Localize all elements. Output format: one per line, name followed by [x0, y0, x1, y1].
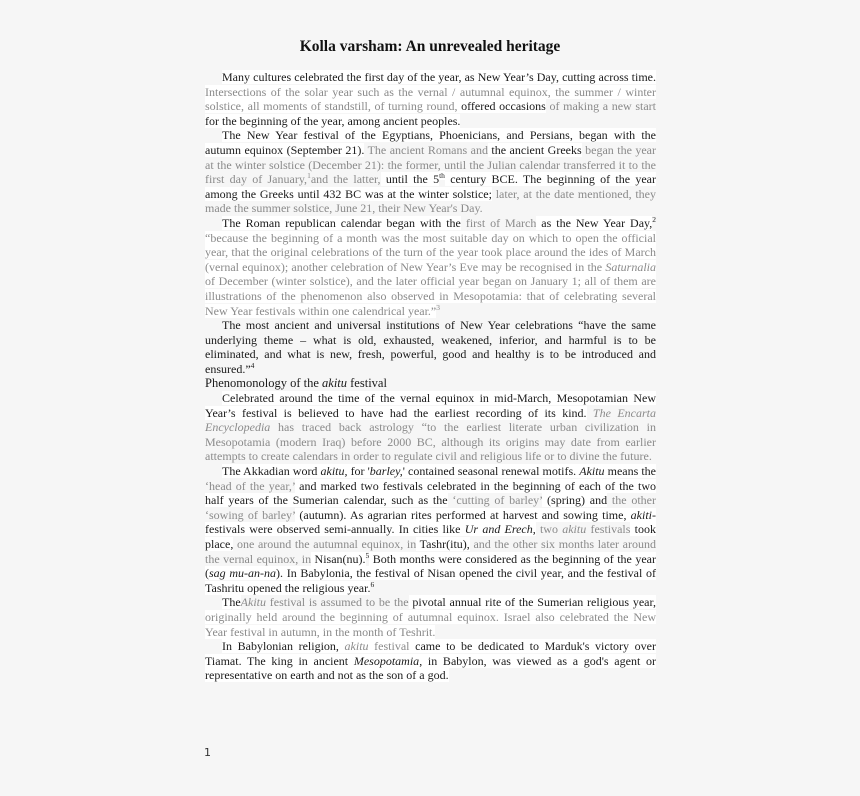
- text-run-italic: akitu: [562, 522, 587, 537]
- text-run: The: [222, 595, 241, 610]
- text-run: The Roman republican calendar began with the: [222, 215, 461, 230]
- text-run-italic: Akitu: [240, 595, 266, 610]
- text-run: for the beginning of the year, among ancient peoples.: [205, 113, 461, 128]
- text-run: festival: [368, 639, 410, 654]
- superscript: th: [439, 171, 445, 181]
- text-run: ' contained seasonal renewal motifs.: [402, 464, 580, 479]
- text-run: first of March: [460, 215, 537, 230]
- text-run: of making a new start: [545, 99, 656, 114]
- text-run: Celebrated around the time of the vernal equinox in mid-March, Mesopotamian New Year’s festival is believed to have had the earliest recording of its kind.: [205, 391, 656, 420]
- footnote-ref[interactable]: 4: [250, 360, 255, 370]
- paragraph-6: [205, 464, 656, 595]
- footnote-ref[interactable]: 1: [307, 171, 311, 181]
- paragraph-7: [205, 595, 656, 639]
- text-run: came to be dedicated to Marduk's victory over Tiamat. The king in ancient: [205, 639, 656, 668]
- text-run: Tashr(itu),: [416, 537, 470, 551]
- text-run: festivals: [586, 522, 631, 537]
- text-run: ‘head of the year,’: [205, 478, 295, 493]
- text-run: festival is assumed to be the: [265, 595, 409, 610]
- text-run-italic: The Encarta Encyclopedia: [205, 405, 656, 435]
- text-run: and the other six months later around the vernal equinox, in: [205, 537, 656, 566]
- text-run-italic: sag mu-an-na: [209, 566, 277, 581]
- paragraph-1: [205, 70, 656, 128]
- heading-text-italic: akitu: [322, 376, 348, 391]
- text-run-italic: akitu: [344, 639, 369, 654]
- text-run: one around the autumnal equinox, in: [233, 537, 417, 551]
- text-run: and marked two festivals celebrated in the beginning of each of the two half years of the Sumerian calendar, such as the: [205, 478, 657, 508]
- text-run: The most ancient and universal institutions of New Year celebrations “have the same underlying theme – what is old, exhausted, weakened, inferior, and harmful is to be eliminated, and what is new, fresh, powerful, good and healthy is to be introduced and ensured.”: [205, 318, 656, 376]
- text-run: -festivals were observed semi-annually. In cities like: [205, 507, 656, 537]
- text-run: century BCE. The beginning of the year among the Greeks until 432 BC was at the winter solstice;: [205, 172, 656, 201]
- text-run: has traced back astrology “to the earliest literate urban civilization in Mesopotamia (modern Iraq) before 2000 BC, although its origins may date from earlier attempts to create calendars in order to regulate civil and religious life or to divine the future.: [205, 420, 656, 464]
- text-run: began the year at the winter solstice (December 21): the former, until the Julian calendar transferred it to the first day of January,: [205, 142, 657, 187]
- text-run-italic: Ur and Erech,: [464, 522, 536, 537]
- text-run: as the New Year Day,: [536, 215, 653, 230]
- text-run-italic: Mesopotamia: [353, 653, 420, 668]
- text-run: (autumn). As agrarian rites performed at harvest and sowing time,: [295, 507, 631, 522]
- footnote-ref[interactable]: 5: [365, 550, 370, 560]
- text-run: originally held around the beginning of autumnal equinox. Israel also celebrated the New Year festival in autumn, in the month of Teshrit.: [205, 609, 656, 639]
- text-run: “because the beginning of a month was the most suitable day on which to open the official year, that the original celebrations of the turn of the year took place around the ides of March (vernal equinox); another celebration of New Year’s Eve may be recognised in the: [205, 230, 656, 274]
- text-run: until the 5: [380, 172, 440, 187]
- text-run: two: [535, 522, 563, 537]
- paragraph-3: [205, 216, 656, 318]
- text-run-italic: Saturnalia: [605, 259, 656, 274]
- text-run: ). In Babylonia, the festival of Nisan opened the civil year, and the festival of Tashritu opened the religious year.: [205, 566, 656, 595]
- document-title: Kolla varsham: An unrevealed heritage: [299, 38, 561, 55]
- text-run-italic: akiti: [630, 507, 652, 522]
- page-number: 1: [204, 746, 211, 759]
- text-run: of December (winter solstice), and the later official year began on January 1; all of them are illustrations of the phenomenon also observed in Mesopotamia: that of celebrating several New Year festivals within one calendrical year.”: [205, 274, 656, 318]
- text-run: The Akkadian word: [222, 464, 321, 479]
- heading-text: Phenomonology of the: [205, 376, 323, 391]
- paragraph-5: [205, 391, 656, 464]
- text-run: In Babylonian religion,: [222, 639, 345, 654]
- text-run: The New Year festival of the Egyptians, Phoenicians, and Persians, began with the autumn equinox (September 21).: [205, 128, 656, 157]
- text-run: offered occasions: [457, 99, 546, 114]
- footnote-ref[interactable]: 2: [652, 214, 656, 224]
- text-run: (spring) and: [542, 493, 608, 508]
- text-run: Intersections of the solar year such as the vernal / autumnal equinox, the summer / winter solstice, all moments of standstill, of turning round,: [205, 84, 656, 114]
- text-run-italic: barley,: [369, 464, 403, 479]
- text-run: Nisan(nu).: [311, 551, 366, 566]
- text-run: Many cultures celebrated the first day of the year, as New Year’s Day, cutting across time.: [222, 70, 656, 84]
- document-body: [205, 70, 656, 683]
- text-run: ‘cutting of barley’: [447, 493, 543, 508]
- text-run: and the latter,: [310, 172, 381, 187]
- text-run: the ancient Greeks: [487, 142, 582, 157]
- footnote-ref[interactable]: 3: [436, 302, 441, 312]
- text-run: , in Babylon, was viewed as a god's agent or representative on earth and not as the son of a god.: [205, 653, 656, 683]
- text-run: the other ‘sowing of barley’: [205, 493, 656, 522]
- text-run-italic: akitu,: [320, 464, 348, 479]
- footnote-ref[interactable]: 6: [370, 579, 375, 589]
- text-run: Both months were considered as the beginning of the year (: [205, 551, 656, 581]
- text-run-italic: Akitu: [579, 464, 605, 479]
- text-run: The ancient Romans and: [364, 142, 488, 157]
- paragraph-8: [205, 639, 656, 683]
- text-run: for ': [347, 464, 370, 479]
- text-run: took place,: [205, 522, 656, 551]
- text-run: pivotal annual rite of the Sumerian religious year,: [408, 595, 656, 610]
- text-run: means the: [604, 464, 657, 479]
- text-run: later, at the date mentioned, they made the summer solstice, June 21, their New Year's Day.: [205, 186, 656, 216]
- paragraph-2: [205, 128, 656, 216]
- heading-text: festival: [347, 376, 387, 391]
- section-heading: [205, 376, 656, 391]
- paragraph-4: [205, 318, 656, 376]
